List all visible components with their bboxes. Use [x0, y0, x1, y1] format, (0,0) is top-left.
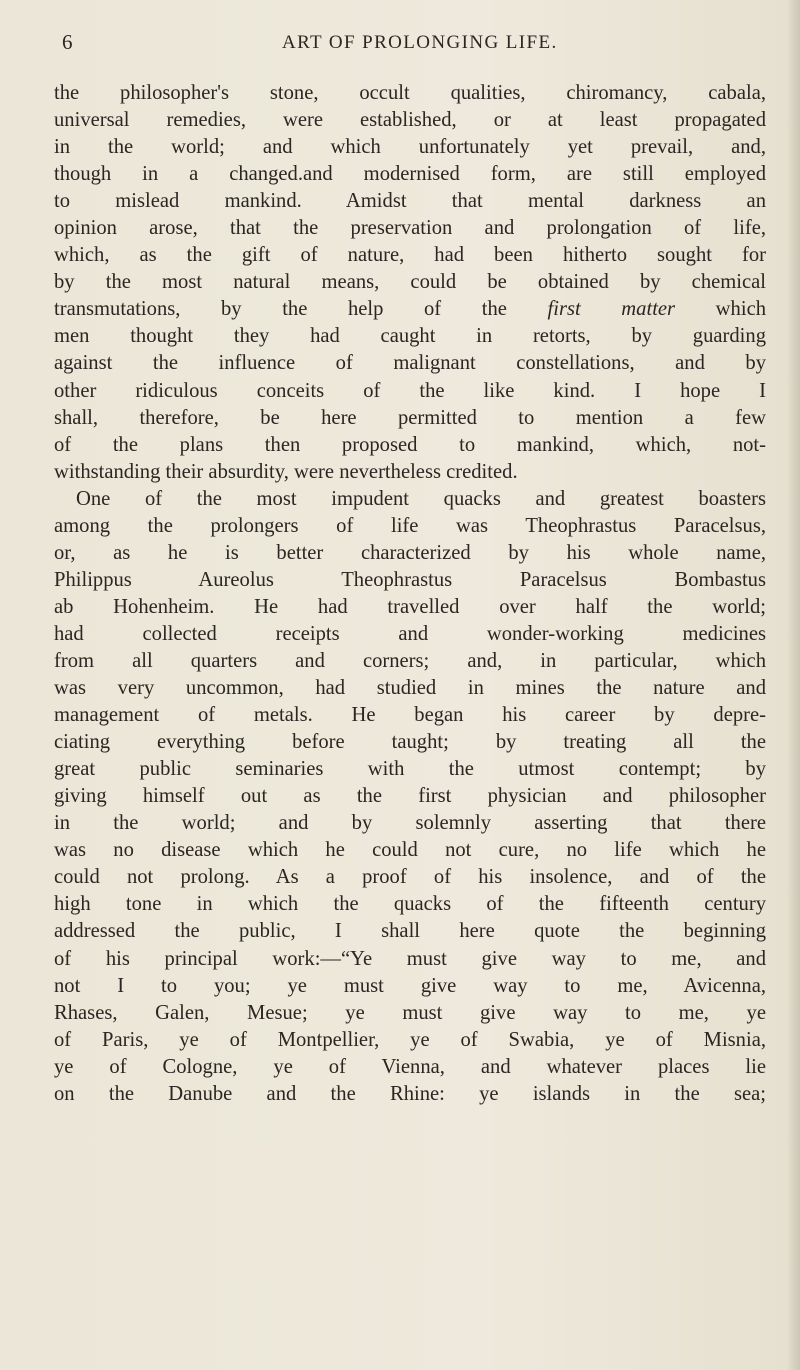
text-line: addressed the public, I shall here quote the beginning	[54, 920, 766, 943]
text-line: Philippus Aureolus Theophrastus Paracelsus Bombastus	[54, 568, 766, 591]
text-line: opinion arose, that the preservation and prolongation of life,	[54, 217, 766, 240]
text-line: ab Hohenheim. He had travelled over half the world;	[54, 595, 766, 618]
text-line: other ridiculous conceits of the like kind. I hope I	[54, 379, 766, 402]
text-line: on the Danube and the Rhine: ye islands in the sea;	[54, 1082, 766, 1105]
text-line: by the most natural means, could be obtained by chemical	[54, 271, 766, 294]
text-line: was no disease which he could not cure, no life which he	[54, 839, 766, 862]
text-line: or, as he is better characterized by his whole name,	[54, 541, 766, 564]
text-line: in the world; and which unfortunately yet prevail, and,	[54, 136, 766, 159]
text-line: Rhases, Galen, Mesue; ye must give way to me, ye	[54, 1001, 766, 1024]
text-line: of Paris, ye of Montpellier, ye of Swabia, ye of Misnia,	[54, 1028, 766, 1051]
text-line: withstanding their absurdity, were nevertheless credited.	[54, 460, 518, 483]
text-line: the philosopher's stone, occult qualities, chiromancy, cabala,	[54, 82, 766, 104]
text-line: against the influence of malignant constellations, and by	[54, 352, 766, 375]
text-line: universal remedies, were established, or at least propagated	[54, 109, 766, 132]
text-line: was very uncommon, had studied in mines the nature and	[54, 677, 766, 700]
text-line: could not prolong. As a proof of his insolence, and of the	[54, 866, 766, 889]
text-line: of the plans then proposed to mankind, which, not-	[54, 433, 766, 456]
text-segment: which	[675, 298, 767, 321]
text-line: great public seminaries with the utmost contempt; by	[54, 758, 766, 781]
page-number: 6	[62, 30, 73, 54]
text-line: among the prolongers of life was Theophrastus Paracelsus,	[54, 514, 766, 537]
page-title: ART OF PROLONGING LIFE.	[282, 32, 558, 53]
italic-phrase: first matter	[547, 298, 676, 321]
text-line: ciating everything before taught; by treating all the	[54, 731, 766, 754]
text-line: giving himself out as the first physician and philosopher	[54, 785, 766, 808]
text-line: of his principal work:—“Ye must give way to me, and	[54, 947, 766, 970]
text-line: from all quarters and corners; and, in particular, which	[54, 649, 766, 672]
body-text	[54, 80, 766, 1108]
running-head	[62, 30, 752, 60]
text-line: management of metals. He began his career by depre-	[54, 704, 766, 727]
text-line: had collected receipts and wonder-working medicines	[54, 622, 766, 645]
text-line: One of the most impudent quacks and greatest boasters	[76, 487, 766, 510]
text-line: though in a changed.and modernised form, are still employed	[54, 163, 766, 186]
text-line-with-italic	[54, 296, 766, 323]
text-line: not I to you; ye must give way to me, Avicenna,	[54, 974, 766, 997]
text-line: ye of Cologne, ye of Vienna, and whatever places lie	[54, 1055, 766, 1078]
text-line: men thought they had caught in retorts, by guarding	[54, 325, 766, 348]
text-segment: transmutations, by the help of the	[54, 298, 548, 321]
text-line: high tone in which the quacks of the fifteenth century	[54, 893, 766, 916]
text-line: to mislead mankind. Amidst that mental darkness an	[54, 190, 766, 213]
page-edge-shadow	[786, 0, 800, 1370]
text-line: shall, therefore, be here permitted to mention a few	[54, 406, 766, 429]
text-line: in the world; and by solemnly asserting that there	[54, 812, 766, 835]
text-line: which, as the gift of nature, had been hitherto sought for	[54, 244, 766, 267]
